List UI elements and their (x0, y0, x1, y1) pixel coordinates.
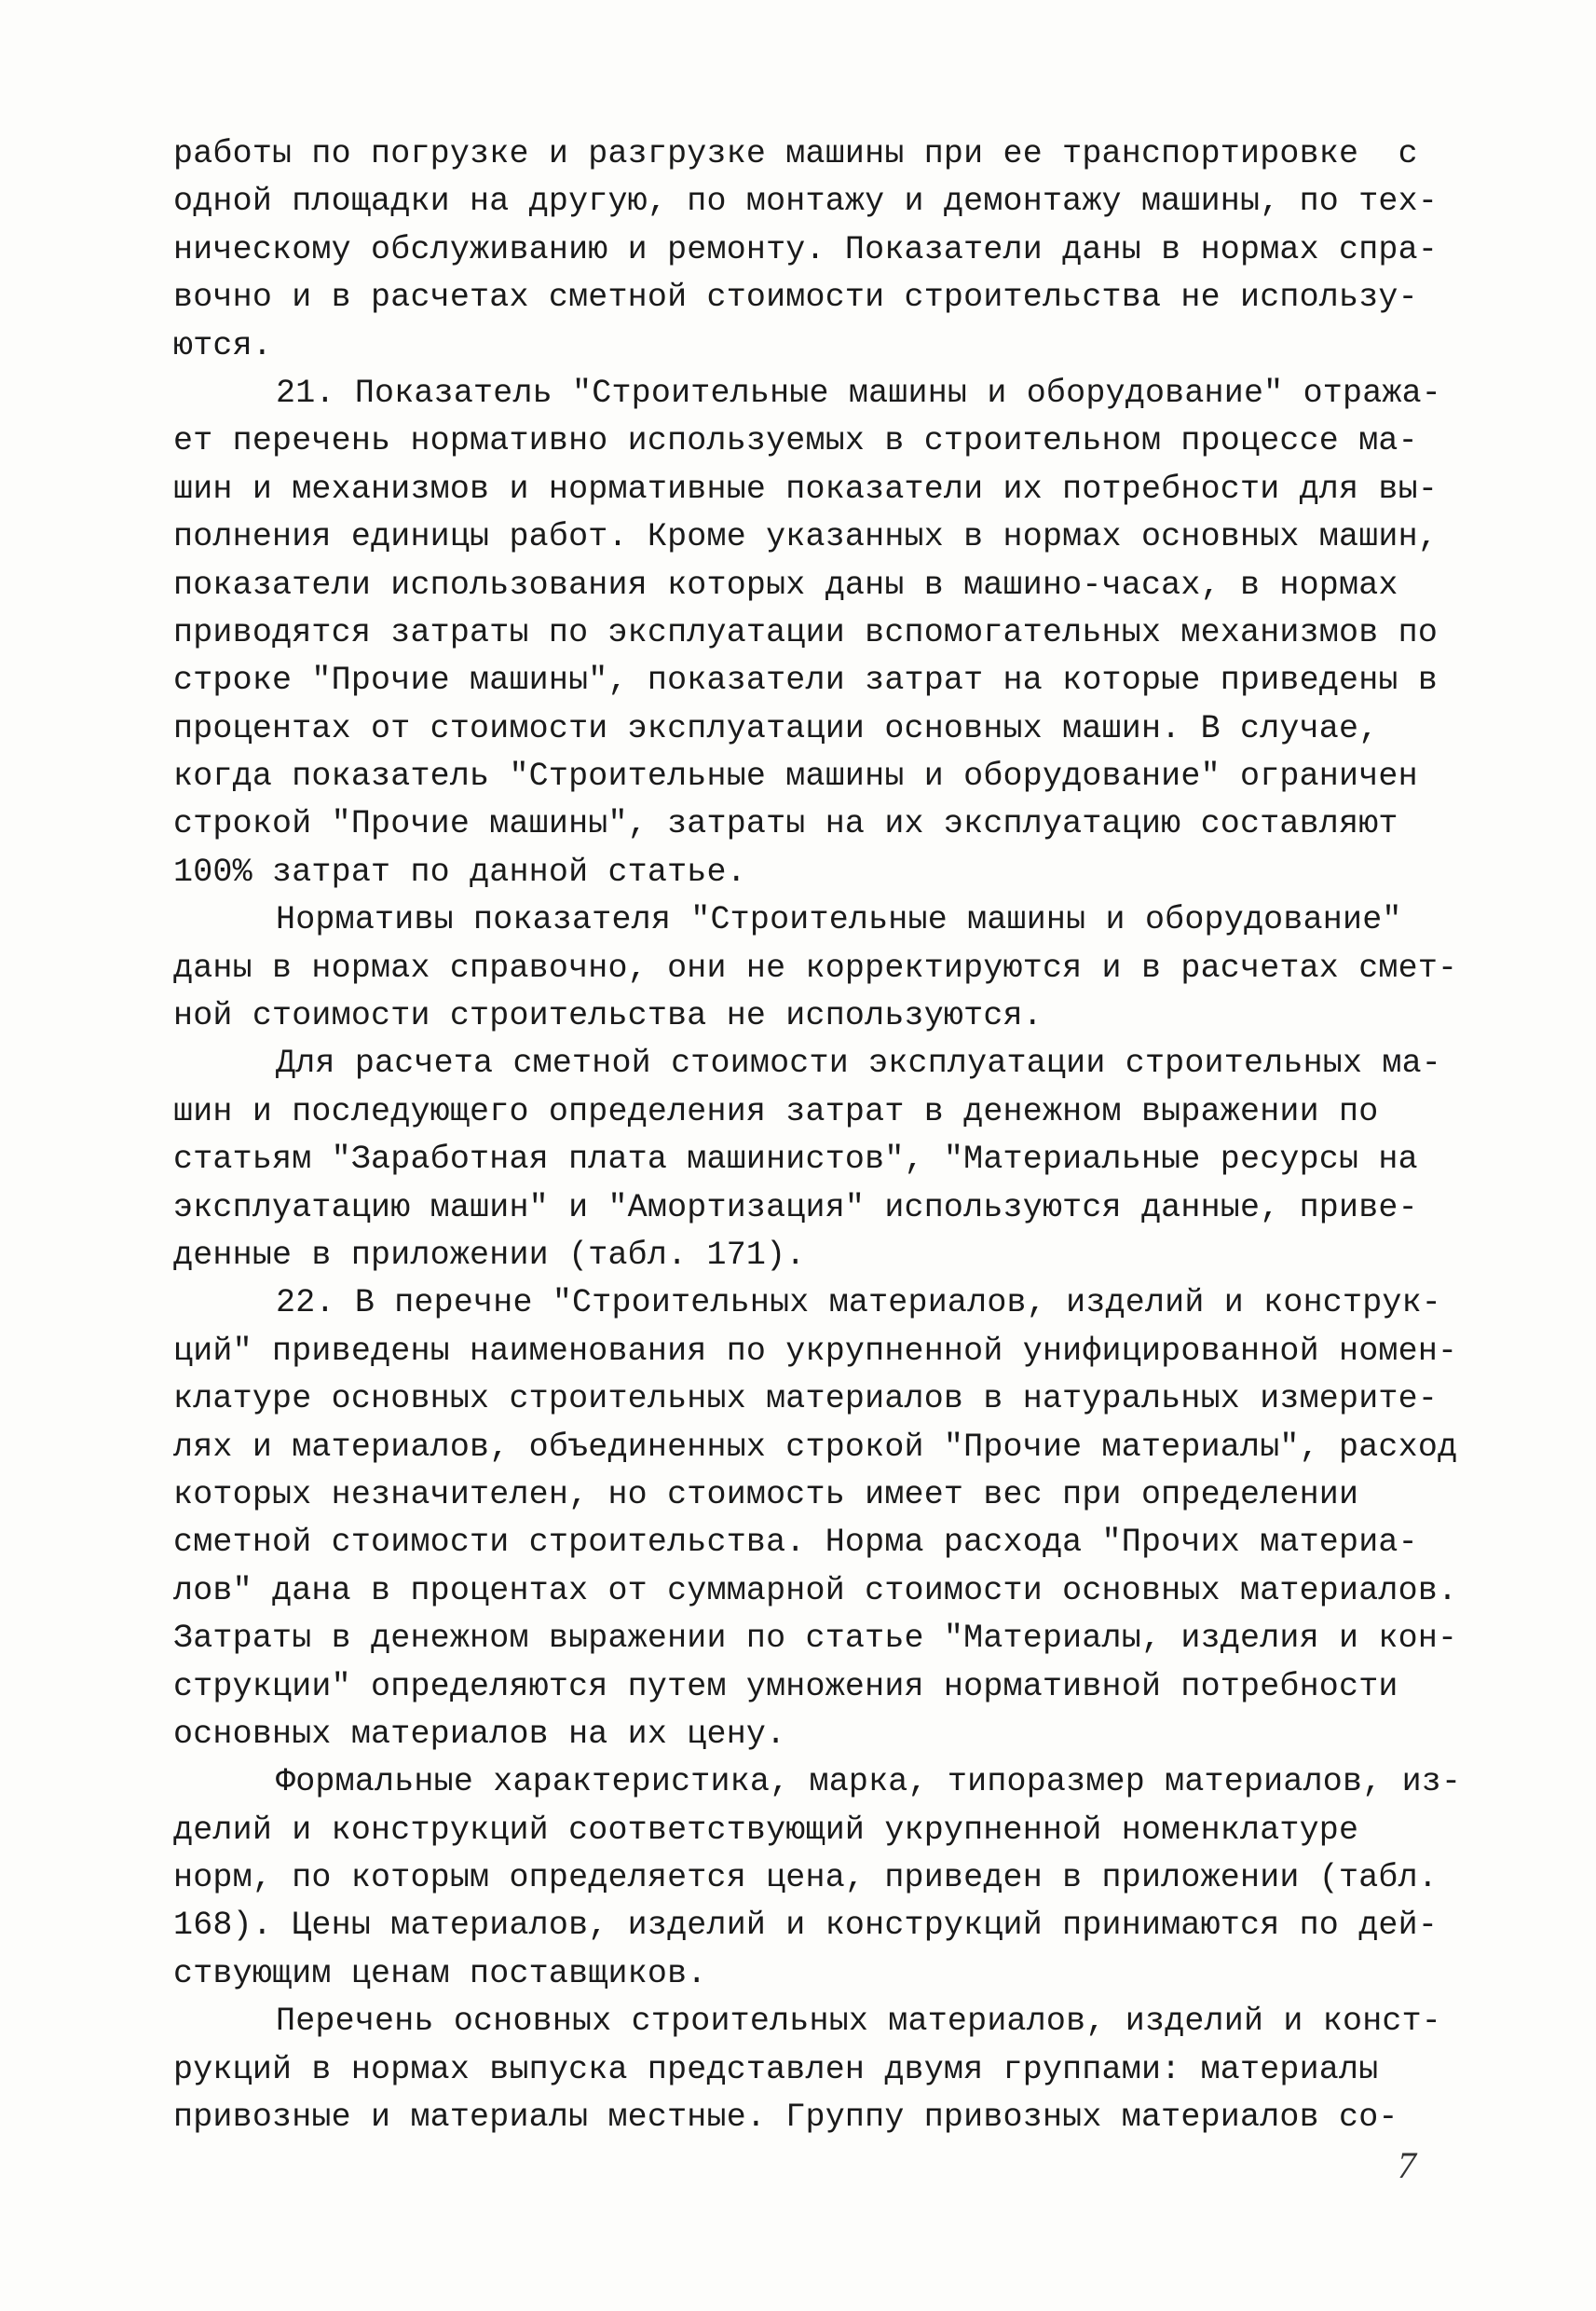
text-line: Формальные характеристика, марка, типоразмер материалов, из- (276, 1763, 1462, 1801)
text-line: процентах от стоимости эксплуатации основных машин. В случае, (173, 709, 1379, 747)
body-text (173, 130, 1462, 2141)
text-line: рукций в нормах выпуска представлен двумя группами: материалы (173, 2050, 1379, 2088)
page-number: 7 (1398, 2144, 1416, 2186)
text-line: клатуре основных строительных материалов в натуральных измерите- (173, 1380, 1439, 1418)
text-line: ций" приведены наименования по укрупненной унифицированной номен- (173, 1332, 1458, 1370)
text-line: струкции" определяются путем умножения нормативной потребности (173, 1667, 1398, 1705)
text-line: ются. (173, 326, 273, 364)
text-line: которых незначителен, но стоимость имеет вес при определении (173, 1475, 1359, 1513)
text-line: даны в нормах справочно, они не корректируются и в расчетах смет- (173, 949, 1458, 987)
text-line: строке "Прочие машины", показатели затрат на которые приведены в (173, 662, 1439, 700)
text-line: работы по погрузке и разгрузке машины при ее транспортировке с (173, 135, 1418, 172)
text-line: Затраты в денежном выражении по статье "Материалы, изделия и кон- (173, 1620, 1458, 1658)
text-line: вочно и в расчетах сметной стоимости строительства не использу- (173, 279, 1418, 317)
text-line: денные в приложении (табл. 171). (173, 1236, 806, 1274)
text-line: лов" дана в процентах от суммарной стоимости основных материалов. (173, 1571, 1458, 1609)
text-line: делий и конструкций соответствующий укрупненной номенклатуре (173, 1811, 1359, 1849)
text-line: статьям "Заработная плата машинистов", "Материальные ресурсы на (173, 1141, 1418, 1179)
text-line: Для расчета сметной стоимости эксплуатации строительных ма- (276, 1045, 1442, 1083)
text-line: 100% затрат по данной статье. (173, 853, 746, 891)
text-line: 168). Цены материалов, изделий и конструкций принимаются по дей- (173, 1907, 1439, 1945)
text-line: Перечень основных строительных материалов, изделий и конст- (276, 2003, 1442, 2041)
text-line: эксплуатацию машин" и "Амортизация" используются данные, приве- (173, 1188, 1418, 1226)
text-line: сметной стоимости строительства. Норма расхода "Прочих материа- (173, 1524, 1418, 1562)
text-line: основных материалов на их цену. (173, 1715, 786, 1753)
text-line: ствующим ценам поставщиков. (173, 1954, 707, 1992)
text-line: приводятся затраты по эксплуатации вспомогательных механизмов по (173, 613, 1439, 651)
text-line: полнения единицы работ. Кроме указанных в нормах основных машин, (173, 518, 1439, 556)
text-line: шин и механизмов и нормативные показатели их потребности для вы- (173, 470, 1439, 508)
text-line: привозные и материалы местные. Группу привозных материалов со- (173, 2099, 1398, 2137)
text-line: ническому обслуживанию и ремонту. Показатели даны в нормах спра- (173, 230, 1439, 268)
text-line: ной стоимости строительства не используются. (173, 997, 1043, 1035)
text-line: когда показатель "Строительные машины и оборудование" ограничен (173, 758, 1418, 796)
text-line: 21. Показатель "Строительные машины и оборудование" отража- (276, 374, 1442, 412)
text-line: 22. В перечне "Строительных материалов, изделий и конструк- (276, 1284, 1442, 1322)
text-line: строкой "Прочие машины", затраты на их эксплуатацию составляют (173, 805, 1398, 843)
text-line: шин и последующего определения затрат в денежном выражении по (173, 1092, 1379, 1130)
text-line: ет перечень нормативно используемых в строительном процессе ма- (173, 422, 1418, 460)
text-line: Нормативы показателя "Строительные машины и оборудование" (276, 901, 1402, 939)
text-line: норм, по которым определяется цена, приведен в приложении (табл. (173, 1859, 1439, 1897)
text-line: одной площадки на другую, по монтажу и демонтажу машины, по тех- (173, 183, 1439, 221)
text-line: показатели использования которых даны в машино-часах, в нормах (173, 566, 1398, 604)
text-line: лях и материалов, объединенных строкой "Прочие материалы", расход (173, 1428, 1458, 1466)
